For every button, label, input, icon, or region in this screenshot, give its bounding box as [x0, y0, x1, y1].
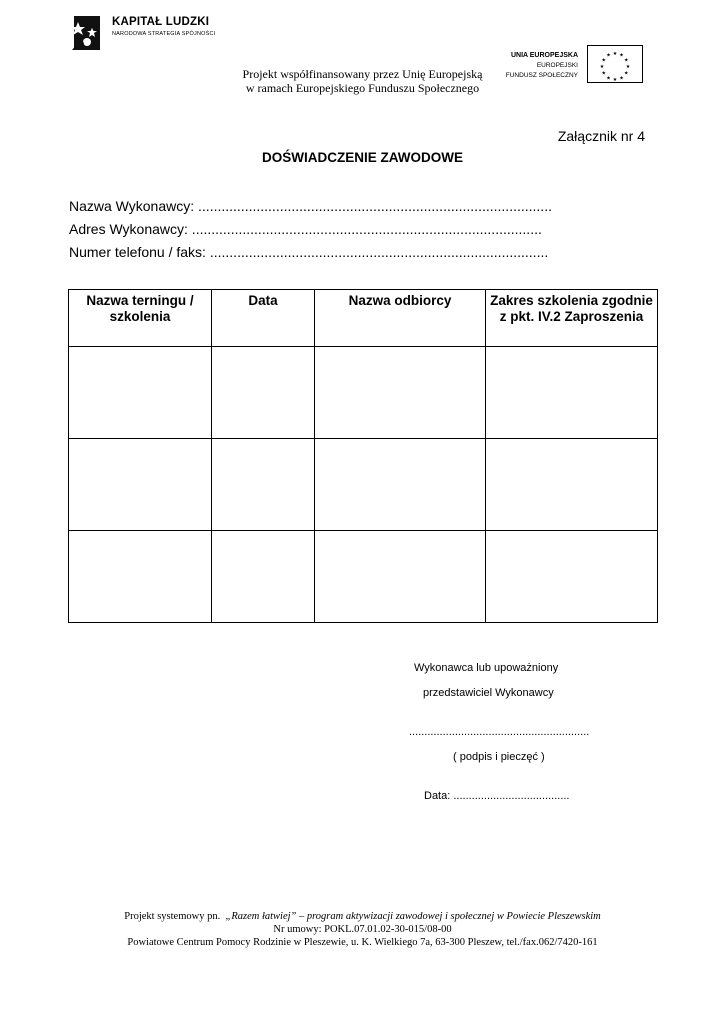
- contractor-phone-field: Numer telefonu / faks: .......................................................................................: [69, 244, 549, 260]
- eu-text-line-1: UNIA EUROPEJSKA: [510, 52, 578, 59]
- attachment-label: Załącznik nr 4: [557, 128, 645, 144]
- footer-line-2: Nr umowy: POKL.07.01.02-30-015/08-00: [273, 924, 452, 935]
- footer-line-3: Powiatowe Centrum Pomocy Rodzinie w Pleszewie, u. K. Wielkiego 7a, 63-300 Pleszew, tel./fax.062/7420-161: [127, 937, 598, 948]
- project-line-2: w ramach Europejskiego Funduszu Społecznego: [245, 81, 480, 95]
- header-training-scope: Zakres szkolenia zgodnie z pkt. IV.2 Zaproszenia: [486, 290, 658, 347]
- eu-text-line-2: EUROPEJSKI: [536, 62, 578, 69]
- document-title: DOŚWIADCZENIE ZAWODOWE: [262, 150, 463, 165]
- table-cell: [315, 439, 486, 531]
- table-cell: [69, 439, 212, 531]
- logo-subtitle: NARODOWA STRATEGIA SPÓJNOŚCI: [112, 31, 216, 37]
- svg-text:★: ★: [599, 64, 605, 70]
- svg-text:★: ★: [625, 64, 631, 70]
- contractor-address-field: Adres Wykonawcy: ..........................................................................................: [69, 221, 542, 237]
- table-cell: [315, 531, 486, 623]
- signature-date: Data: ......................................: [424, 790, 570, 802]
- table-cell: [69, 531, 212, 623]
- table-cell: [69, 347, 212, 439]
- svg-text:★: ★: [601, 70, 606, 77]
- eu-logo-text: [498, 51, 578, 81]
- svg-text:★: ★: [619, 75, 624, 82]
- table-row: [69, 347, 658, 439]
- table-cell: [212, 439, 315, 531]
- table-cell: [486, 531, 658, 623]
- signature-caption: ( podpis i pieczęć ): [453, 751, 545, 763]
- table-cell: [212, 531, 315, 623]
- svg-text:★: ★: [612, 51, 618, 57]
- header-training-name: Nazwa terningu / szkolenia: [69, 290, 212, 347]
- footer-line-1-prefix: Projekt systemowy pn.: [124, 911, 226, 922]
- svg-text:★: ★: [619, 52, 624, 59]
- svg-text:★: ★: [612, 77, 618, 82]
- experience-table: [68, 289, 658, 623]
- kapital-ludzki-emblem-icon: [70, 14, 106, 54]
- table-cell: [486, 347, 658, 439]
- svg-text:★: ★: [601, 57, 606, 64]
- kapital-ludzki-logo: [70, 14, 230, 54]
- header-recipient-name: Nazwa odbiorcy: [315, 290, 486, 347]
- signature-line-2: przedstawiciel Wykonawcy: [423, 687, 554, 699]
- svg-text:★: ★: [624, 57, 629, 64]
- table-cell: [486, 439, 658, 531]
- table-cell: [315, 347, 486, 439]
- table-cell: [212, 347, 315, 439]
- svg-text:★: ★: [606, 52, 611, 59]
- project-line-1: Projekt współfinansowany przez Unię Europejską: [242, 67, 483, 81]
- contractor-name-field: Nazwa Wykonawcy: ...........................................................................................: [69, 198, 552, 214]
- svg-text:★: ★: [606, 75, 611, 82]
- svg-text:★: ★: [624, 70, 629, 77]
- table-row: [69, 439, 658, 531]
- header-date: Data: [212, 290, 315, 347]
- signature-line-1: Wykonawca lub upoważniony: [414, 662, 559, 674]
- footer-project-name: „Razem łatwiej” – program aktywizacji zawodowej i społecznej w Powiecie Pleszewskim: [225, 911, 601, 922]
- logo-title: KAPITAŁ LUDZKI: [112, 16, 210, 28]
- table-header-row: [69, 290, 658, 347]
- eu-flag-icon: [587, 45, 643, 83]
- signature-dots: ...........................................................: [409, 726, 590, 738]
- table-row: [69, 531, 658, 623]
- footer-line-1: [0, 910, 725, 923]
- eu-text-line-3: FUNDUSZ SPOŁECZNY: [505, 72, 578, 79]
